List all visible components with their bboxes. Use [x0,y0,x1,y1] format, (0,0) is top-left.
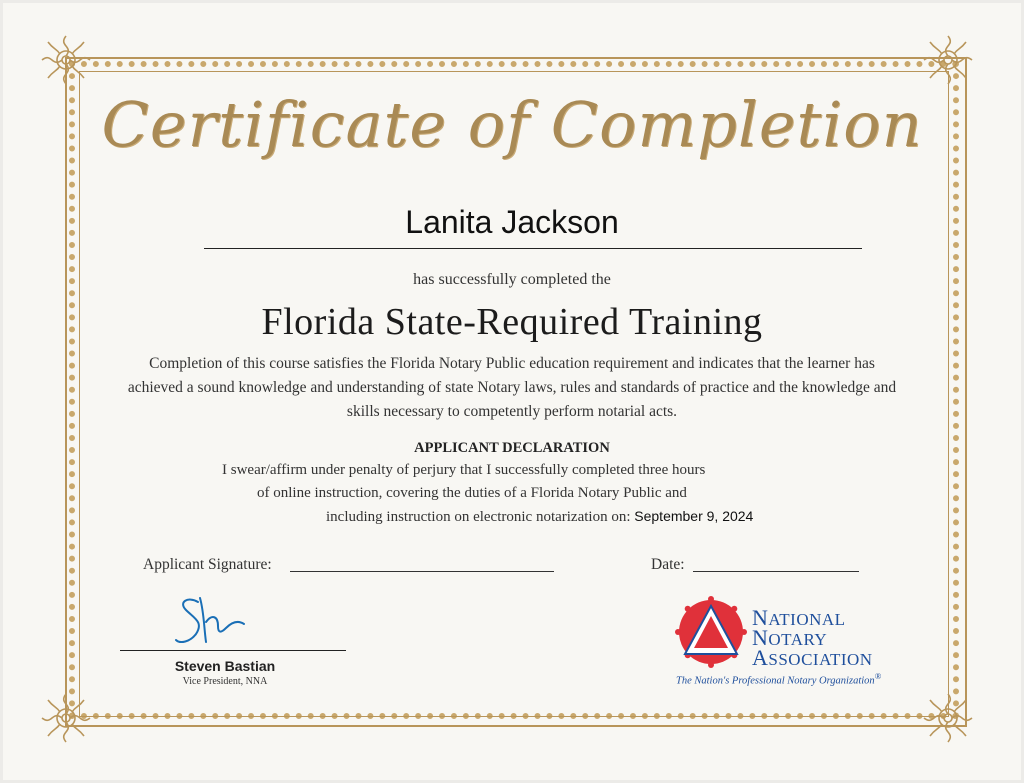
completed-statement: has successfully completed the [413,271,611,288]
course-description: Completion of this course satisfies the Florida Notary Public education requirement and indicates that the learner has achieved a sound knowledge and understanding of state Notary laws, rules and standards of practice and the knowledge and skills necessary to competently perform notarial acts. [127,355,897,420]
corner-ornament-icon [920,32,976,88]
declaration-line-1: I swear/affirm under penalty of perjury that I successfully completed three hours [222,462,706,478]
corner-ornament-icon [920,690,976,746]
applicant-signature-line [290,571,554,572]
declaration-line-3-text: including instruction on electronic notarization on: [326,509,631,525]
nna-name-line-2-text: NOTARY [752,625,828,650]
date-label: Date: [651,556,685,573]
nna-name-line-1-text: NATIONAL [752,605,846,630]
course-title: Florida State-Required Training [261,301,763,343]
certificate-title: Certificate of Completion [101,88,923,161]
date-line [693,571,859,572]
handwritten-signature [170,592,250,650]
recipient-name-underline [204,248,862,249]
nna-seal-logo [675,596,747,668]
declaration-line-3 [326,508,753,526]
signer-name: Steven Bastian [174,658,276,674]
registered-mark: ® [874,671,882,681]
completion-date: September 9, 2024 [634,508,754,524]
nna-name-line-3 [752,645,873,671]
declaration-heading: APPLICANT DECLARATION [414,440,610,456]
signer-title: Vice President, NNA [182,676,268,687]
applicant-signature-label: Applicant Signature: [143,556,272,573]
signer-line [120,650,346,651]
nna-name-line-3-text: ASSOCIATION [752,645,873,670]
corner-ornament-icon [38,32,94,88]
declaration-line-2: of online instruction, covering the duties of a Florida Notary Public and [257,485,687,501]
nna-tagline-text: The Nation's Professional Notary Organization [676,675,875,687]
nna-tagline [676,671,881,687]
recipient-name: Lanita Jackson [405,204,619,240]
corner-ornament-icon [38,690,94,746]
